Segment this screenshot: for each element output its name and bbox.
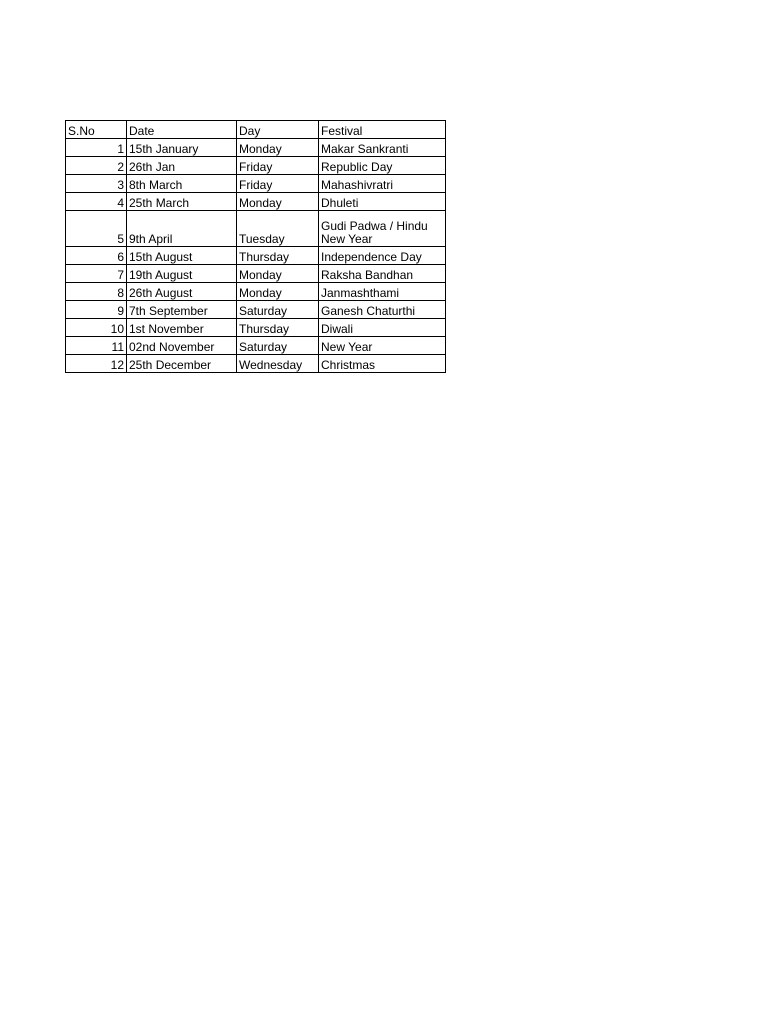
cell-festival: Christmas: [319, 355, 446, 373]
cell-festival: Mahashivratri: [319, 175, 446, 193]
cell-festival: Republic Day: [319, 157, 446, 175]
header-day: Day: [237, 121, 319, 139]
cell-festival: New Year: [319, 337, 446, 355]
table-row: [66, 157, 446, 175]
cell-festival: Makar Sankranti: [319, 139, 446, 157]
table-row: [66, 319, 446, 337]
cell-date: 26th Jan: [127, 157, 237, 175]
cell-day: Monday: [237, 193, 319, 211]
header-festival: Festival: [319, 121, 446, 139]
table-row: [66, 175, 446, 193]
cell-day: Monday: [237, 283, 319, 301]
cell-festival: Ganesh Chaturthi: [319, 301, 446, 319]
header-sno: S.No: [66, 121, 127, 139]
cell-festival: Dhuleti: [319, 193, 446, 211]
cell-date: 25th December: [127, 355, 237, 373]
cell-day: Saturday: [237, 301, 319, 319]
cell-day: Wednesday: [237, 355, 319, 373]
table-row: [66, 211, 446, 247]
table-header-row: [66, 121, 446, 139]
cell-sno: 4: [66, 193, 127, 211]
cell-festival: Diwali: [319, 319, 446, 337]
cell-date: 02nd November: [127, 337, 237, 355]
cell-day: Tuesday: [237, 211, 319, 247]
cell-date: 9th April: [127, 211, 237, 247]
cell-day: Thursday: [237, 319, 319, 337]
cell-day: Saturday: [237, 337, 319, 355]
cell-date: 19th August: [127, 265, 237, 283]
cell-day: Friday: [237, 157, 319, 175]
cell-day: Monday: [237, 139, 319, 157]
table-row: [66, 139, 446, 157]
cell-sno: 7: [66, 265, 127, 283]
cell-sno: 6: [66, 247, 127, 265]
cell-date: 26th August: [127, 283, 237, 301]
table-row: [66, 265, 446, 283]
cell-date: 7th September: [127, 301, 237, 319]
table-row: [66, 337, 446, 355]
cell-festival: Independence Day: [319, 247, 446, 265]
cell-date: 15th August: [127, 247, 237, 265]
table-row: [66, 193, 446, 211]
cell-day: Monday: [237, 265, 319, 283]
cell-day: Friday: [237, 175, 319, 193]
cell-sno: 9: [66, 301, 127, 319]
table-row: [66, 301, 446, 319]
cell-sno: 8: [66, 283, 127, 301]
header-date: Date: [127, 121, 237, 139]
table-row: [66, 355, 446, 373]
holiday-table: [65, 120, 446, 373]
cell-sno: 11: [66, 337, 127, 355]
cell-date: 1st November: [127, 319, 237, 337]
cell-festival: Gudi Padwa / Hindu New Year: [319, 211, 446, 247]
table-row: [66, 247, 446, 265]
cell-festival: Janmashthami: [319, 283, 446, 301]
cell-sno: 3: [66, 175, 127, 193]
cell-sno: 12: [66, 355, 127, 373]
cell-sno: 5: [66, 211, 127, 247]
cell-festival: Raksha Bandhan: [319, 265, 446, 283]
cell-date: 15th January: [127, 139, 237, 157]
cell-day: Thursday: [237, 247, 319, 265]
cell-sno: 1: [66, 139, 127, 157]
table-row: [66, 283, 446, 301]
cell-sno: 10: [66, 319, 127, 337]
cell-date: 8th March: [127, 175, 237, 193]
cell-sno: 2: [66, 157, 127, 175]
cell-date: 25th March: [127, 193, 237, 211]
